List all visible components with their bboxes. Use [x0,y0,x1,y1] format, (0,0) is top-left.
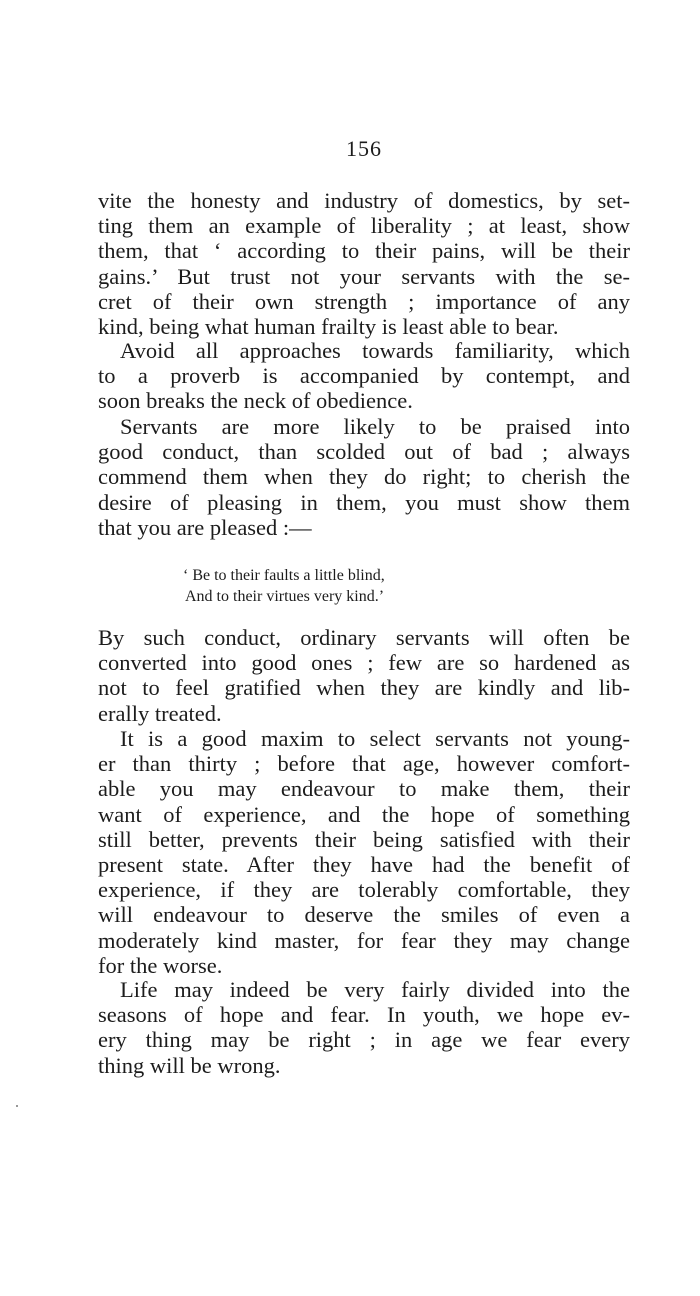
text-line: to a proverb is accompanied by contempt, and [98,363,630,389]
paragraph-3 [98,414,630,540]
text-line: will endeavour to deserve the smiles of even a [98,902,630,928]
text-line: converted into good ones ; few are so hardened as [98,650,630,676]
text-line: ery thing may be right ; in age we fear every [98,1027,630,1053]
text-line: not to feel gratified when they are kindly and lib- [98,675,630,701]
paragraph-4 [98,625,630,726]
text-line: Servants are more likely to be praised into [120,414,630,439]
text-line: vite the honesty and industry of domestics, by set- [98,188,630,213]
paragraph-5 [98,726,630,978]
paragraph-1 [98,188,630,339]
text-line: er than thirty ; before that age, however comfort- [98,751,630,777]
text-line: moderately kind master, for fear they may change [98,927,630,953]
margin-speck [16,1105,18,1107]
text-line: Avoid all approaches towards familiarity, which [120,338,630,363]
text-line: them, that ‘ according to their pains, will be their [98,238,630,264]
text-line: ting them an example of liberality ; at least, show [98,213,630,239]
text-line: erally treated. [98,700,222,726]
book-page [98,0,630,1296]
verse-line: And to their virtues very kind.’ [185,588,385,605]
text-line: still better, prevents their being satisfied with their [98,826,630,852]
verse-line: ‘ Be to their faults a little blind, [183,567,385,584]
text-line: good conduct, than scolded out of bad ; always [98,439,630,465]
text-line: for the worse. [98,952,223,978]
text-line: kind, being what human frailty is least able to bear. [98,313,559,339]
text-line: that you are pleased :— [98,514,312,540]
text-line: desire of pleasing in them, you must show them [98,489,630,515]
text-line: gains.’ But trust not your servants with the se- [98,263,630,289]
text-line: It is a good maxim to select servants not young- [120,726,630,751]
text-line: cret of their own strength ; importance of any [98,288,630,314]
paragraph-6 [98,977,630,1078]
verse-quote [183,565,385,607]
text-line: present state. After they have had the benefit of [98,851,630,877]
text-line: experience, if they are tolerably comfortable, they [98,877,630,903]
text-line: commend them when they do right; to cherish the [98,464,630,490]
paragraph-2 [98,338,630,414]
text-line: soon breaks the neck of obedience. [98,388,413,414]
text-line: want of experience, and the hope of something [98,801,630,827]
page-number: 156 [346,136,382,161]
text-line: seasons of hope and fear. In youth, we hope ev- [98,1002,630,1028]
text-line: able you may endeavour to make them, their [98,776,630,802]
text-line: Life may indeed be very fairly divided into the [120,977,630,1002]
text-line: By such conduct, ordinary servants will often be [98,625,630,650]
text-line: thing will be wrong. [98,1052,281,1078]
